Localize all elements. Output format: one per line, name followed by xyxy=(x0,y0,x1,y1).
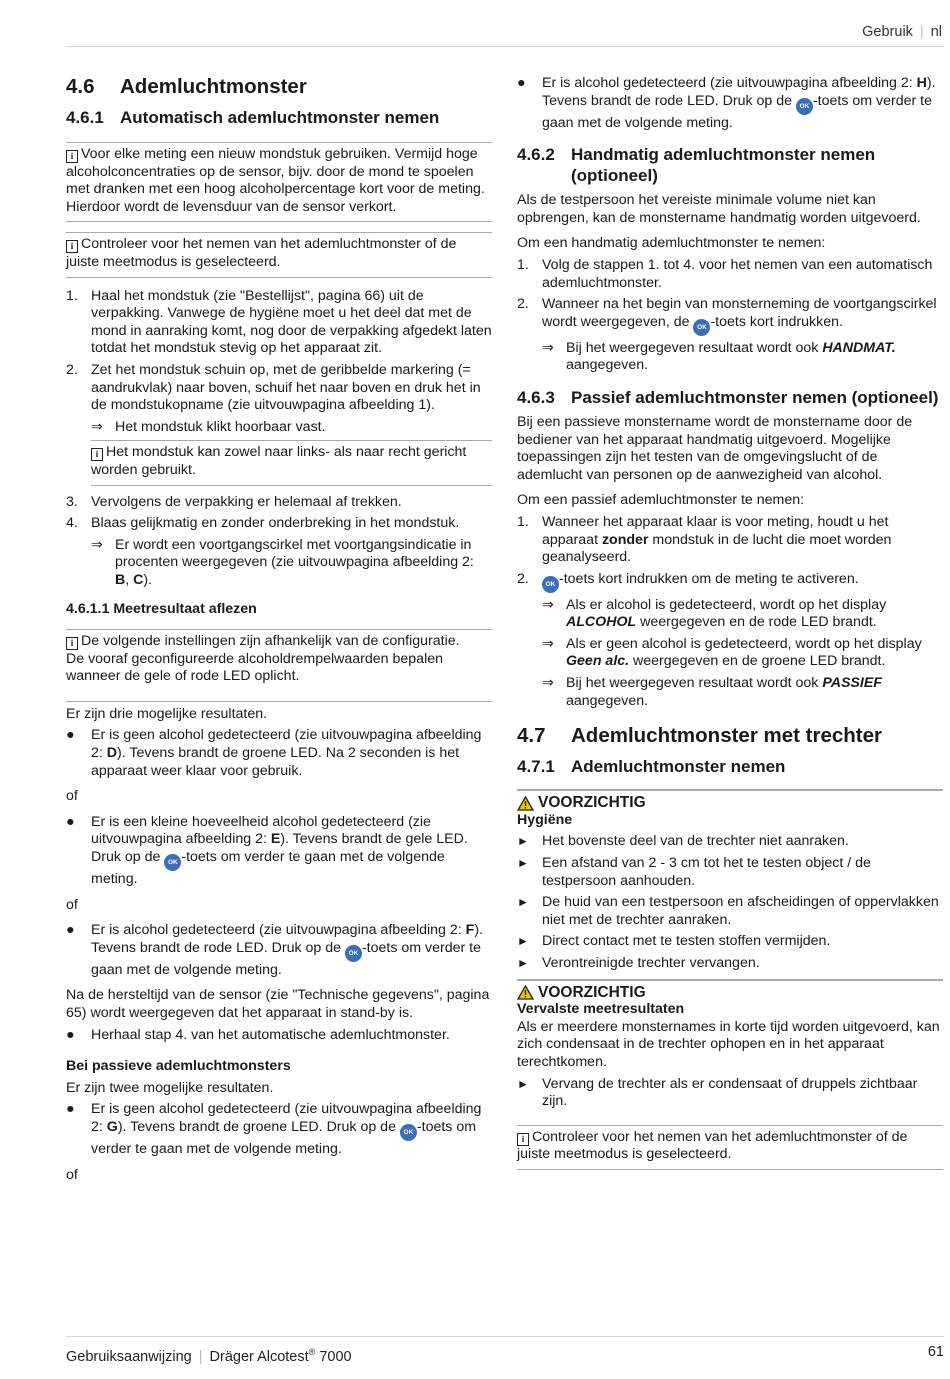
arrow-icon: ⇒ xyxy=(542,635,554,652)
caution-text: Als er meerdere monsternames in korte tijd worden uitgevoerd, kan zich condensaat in de trechter ophopen en in het apparaat terechtkomen. xyxy=(517,1018,940,1070)
footer-divider xyxy=(66,1336,944,1337)
or-text: of xyxy=(66,896,78,913)
info-icon: i xyxy=(517,1133,529,1146)
three-results: Er zijn drie mogelijke resultaten. xyxy=(66,705,268,722)
passive-intro: Bij een passieve monstername wordt de monstername door de bediener van het apparaat handmatig uitgevoerd. Mogelijke toepassingen zijn het testen van de omgevingslucht of de ademlucht van personen op de aanwezigheid van alcohol. xyxy=(517,413,913,483)
repeat-step: ● Herhaal stap 4. van het automatische ademluchtmonster. xyxy=(66,1026,450,1043)
heading-4-7-1: 4.7.1 Ademluchtmonster nemen xyxy=(517,757,786,777)
footer-product: Dräger Alcotest xyxy=(209,1348,309,1365)
two-results: Er zijn twee mogelijke resultaten. xyxy=(66,1079,274,1096)
footer: Gebruiksaanwijzing | Dräger Alcotest® 7000 61 xyxy=(66,1344,944,1365)
arrow-icon: ⇒ xyxy=(542,675,554,692)
passive-result-alcohol: ● Er is alcohol gedetecteerd (zie uitvouwpagina afbeelding 2: H). Tevens brandt de rode LED. Druk op de OK -toets om verder te gaan met de volgende meting. xyxy=(517,75,936,131)
info-note-mode: i Controleer voor het nemen van het ademluchtmonster of de juiste meetmodus is geselecteerd. xyxy=(66,232,492,277)
arrow-icon: ⇒ xyxy=(91,418,103,435)
caution-hygiene-subtitle: Hygiëne xyxy=(517,811,573,828)
manual-lead: Om een handmatig ademluchtmonster te nemen: xyxy=(517,235,826,252)
passive-result-indicator: ⇒ Bij het weergegeven resultaat wordt ook PASSIEF aangegeven. xyxy=(542,675,882,709)
header-divider xyxy=(66,46,944,47)
passive-result-no-alcohol: ● Er is geen alcohol gedetecteerd (zie uitvouwpagina afbeelding 2: G). Tevens brandt de groene LED. Druk op de OK -toets om verder te gaan met de volgende meting. xyxy=(66,1101,482,1157)
ok-key-icon: OK xyxy=(796,98,813,115)
step-2-result: ⇒ Het mondstuk klikt hoorbaar vast. xyxy=(91,418,326,435)
ok-key-icon: OK xyxy=(693,319,710,336)
header-lang: nl xyxy=(930,24,942,40)
manual-step-2-result: ⇒ Bij het weergegeven resultaat wordt ook HANDMAT. aangegeven. xyxy=(542,339,896,374)
caution-false-results: VOORZICHTIG Vervalste meetresultaten Als er meerdere monsternames in korte tijd worden uitgevoerd, kan zich condensaat in de trechter ophopen en in het apparaat terechtkomen. ► Vervang de trechter als er condensaat of druppels zichtbaar zijn. xyxy=(517,979,943,1111)
step-4: 4. Blaas gelijkmatig en zonder onderbreking in het mondstuk. xyxy=(66,515,460,532)
ok-key-icon: OK xyxy=(164,854,181,871)
footer-manual: Gebruiksaanwijzing xyxy=(66,1348,192,1365)
info-note-config: i De volgende instellingen zijn afhankelijk van de configuratie. De vooraf geconfigureerde alcoholdrempelwaarden bepalen wanneer de gele of rode LED oplicht. xyxy=(66,629,492,702)
heading-4-6-3: 4.6.3 Passief ademluchtmonster nemen (optioneel) xyxy=(517,387,939,407)
info-note-mode-funnel: i Controleer voor het nemen van het ademluchtmonster of de juiste meetmodus is geselecteerd. xyxy=(517,1125,943,1170)
caution-false-results-subtitle: Vervalste meetresultaten xyxy=(517,1001,685,1018)
or-text: of xyxy=(66,1166,78,1183)
caution-item: ► De huid van een testpersoon en afscheidingen of oppervlakken niet met de trechter aanraken. xyxy=(517,894,939,928)
warning-icon xyxy=(517,985,534,1000)
manual-intro: Als de testpersoon het vereiste minimale volume niet kan opbrengen, kan de monstername handmatig worden uitgevoerd. xyxy=(517,192,921,226)
caution-item: ► Verontreinigde trechter vervangen. xyxy=(517,955,760,971)
step-2: 2. Zet het mondstuk schuin op, met de geribbelde markering (= aandrukvlak) naar boven, schuif het naar boven en druk het in de mondstukopname (zie uitvouwpagina afbeelding 1). xyxy=(66,361,481,414)
heading-4-6: 4.6 Ademluchtmonster xyxy=(66,75,307,98)
passive-step-2: 2. OK -toets kort indrukken om de meting te activeren. xyxy=(517,571,943,593)
ok-key-icon: OK xyxy=(345,945,362,962)
result-no-alcohol: ● Er is geen alcohol gedetecteerd (zie uitvouwpagina afbeelding 2: D). Tevens brandt de groene LED. Na 2 seconden is het apparaat weer klaar voor gebruik. xyxy=(66,727,482,779)
caution-hygiene: VOORZICHTIG Hygiëne ► Het bovenste deel van de trechter niet aanraken. ► Een afstand van 2 - 3 cm tot het te testen object / de testpersoon aanhouden. ► De huid van een testpersoon en afscheidingen of oppervlakken niet met de trechter aanraken. ► Direct contact met te testen stoffen vermijden. ► Verontreinigde trechter vervangen. xyxy=(517,789,943,972)
manual-step-2: 2. Wanneer na het begin van monsterneming de voortgangscirkel wordt weergegeven, de OK -toets kort indrukken. xyxy=(517,296,943,336)
arrow-icon: ⇒ xyxy=(91,536,103,553)
running-header: Gebruik | nl xyxy=(862,24,942,40)
result-small-alcohol: ● Er is een kleine hoeveelheid alcohol gedetecteerd (zie uitvouwpagina afbeelding 2: E). Tevens brandt de gele LED. Druk op de OK -toets om verder te gaan met de volgende meting. xyxy=(66,813,468,887)
step-1: 1. Haal het mondstuk (zie "Bestellijst", pagina 66) uit de verpakking. Vanwege de hygiëne moet u het deel dat met de mond in aanraking komt, nog door de verpakking afgedekt laten totdat het mondstuk stevig op het apparaat zit. xyxy=(66,287,492,357)
heading-4-6-2: 4.6.2 Handmatig ademluchtmonster nemen (optioneel) xyxy=(517,145,876,186)
passive-result-alcohol-display: ⇒ Als er alcohol is gedetecteerd, wordt op het display ALCOHOL weergegeven en de rode LED brandt. xyxy=(542,596,887,631)
step-4-result: ⇒ Er wordt een voortgangscirkel met voortgangsindicatie in procenten weergegeven (zie uitvouwpagina afbeelding 2: B, C). xyxy=(91,536,474,588)
left-column xyxy=(66,75,492,1184)
caution-item: ► Het bovenste deel van de trechter niet aanraken. xyxy=(517,833,849,850)
passive-result-no-alcohol-display: ⇒ Als er geen alcohol is gedetecteerd, wordt op het display Geen alc. weergegeven en de groene LED brandt. xyxy=(542,635,922,670)
heading-4-6-1: 4.6.1 Automatisch ademluchtmonster nemen xyxy=(66,108,440,127)
arrow-icon: ⇒ xyxy=(542,339,554,356)
arrow-icon: ⇒ xyxy=(542,596,554,613)
right-column xyxy=(517,75,943,1170)
page-number: 61 xyxy=(927,1344,944,1360)
info-note-mouthpiece: i Voor elke meting een nieuw mondstuk gebruiken. Vermijd hoge alcoholconcentraties op de sensor, bijv. door de mond te spoelen met dranken met een hoog alcoholpercentage kort voor de meting. Hierdoor wordt de levensduur van de sensor verkort. xyxy=(66,142,492,222)
or-text: of xyxy=(66,788,78,805)
heading-4-7: 4.7 Ademluchtmonster met trechter xyxy=(517,724,882,748)
info-icon: i xyxy=(91,448,103,461)
info-icon: i xyxy=(66,150,78,163)
passive-lead: Om een passief ademluchtmonster te nemen: xyxy=(517,492,805,509)
info-icon: i xyxy=(66,240,78,253)
header-section: Gebruik xyxy=(862,24,913,40)
step-3: 3. Vervolgens de verpakking er helemaal af trekken. xyxy=(66,493,402,510)
warning-icon xyxy=(517,796,534,811)
info-icon: i xyxy=(66,637,78,650)
result-alcohol: ● Er is alcohol gedetecteerd (zie uitvouwpagina afbeelding 2: F). Tevens brandt de rode LED. Druk op de OK -toets om verder te gaan met de volgende meting. xyxy=(66,922,483,978)
caution-item: ► Vervang de trechter als er condensaat of druppels zichtbaar zijn. xyxy=(517,1075,918,1110)
heading-4-6-1-1: 4.6.1.1 Meetresultaat aflezen xyxy=(66,601,257,618)
ok-key-icon: OK xyxy=(542,576,559,593)
passive-step-1: 1. Wanneer het apparaat klaar is voor meting, houdt u het apparaat zonder mondstuk in de lucht die moet worden geanalyseerd. xyxy=(517,513,892,566)
caution-item: ► Direct contact met te testen stoffen vermijden. xyxy=(517,933,831,950)
recovery-text: Na de hersteltijd van de sensor (zie "Technische gegevens", pagina 65) wordt weergegeven dat het apparaat in stand-by is. xyxy=(66,987,490,1021)
info-note-orientation: i Het mondstuk kan zowel naar links- als naar recht gericht worden gebruikt. xyxy=(91,440,492,485)
passive-heading: Bei passieve ademluchtmonsters xyxy=(66,1058,291,1075)
caution-item: ► Een afstand van 2 - 3 cm tot het te testen object / de testpersoon aanhouden. xyxy=(517,855,871,889)
ok-key-icon: OK xyxy=(400,1124,417,1141)
manual-step-1: 1. Volg de stappen 1. tot 4. voor het nemen van een automatisch ademluchtmonster. xyxy=(517,256,933,291)
